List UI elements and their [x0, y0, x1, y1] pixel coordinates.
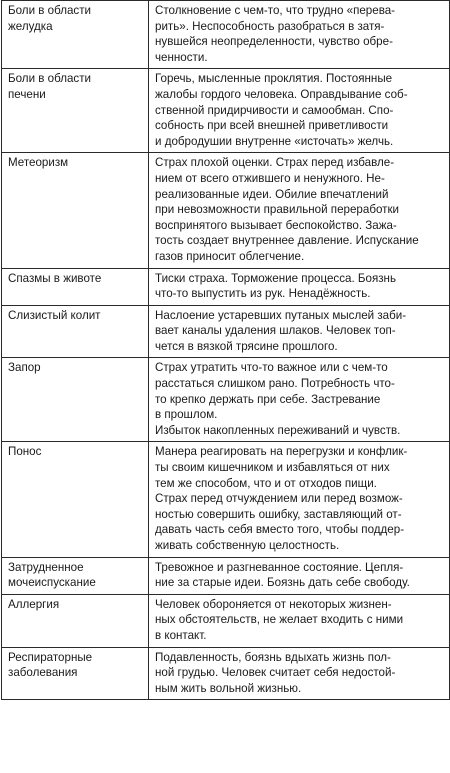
- description-cell: [149, 358, 450, 442]
- description-line: Избыток накопленных переживаний и чувств.: [155, 423, 401, 437]
- table-row: [2, 268, 450, 305]
- description-cell: [149, 594, 450, 647]
- condition-line: печени: [8, 87, 46, 101]
- description-line: давать часть себя вместо того, чтобы поддер-: [155, 523, 405, 537]
- description-line: Горечь, мысленные проклятия. Постоянные: [155, 72, 393, 86]
- condition-cell: [2, 1, 149, 69]
- condition-line: Респираторные: [8, 650, 93, 664]
- table-row: [2, 153, 450, 268]
- condition-cell: [2, 647, 149, 700]
- description-line: Страх утратить что-то важное или с чем-то: [155, 361, 388, 375]
- description-line: реализованные идеи. Обилие впечатлений: [155, 187, 389, 201]
- condition-line: Затрудненное: [8, 560, 84, 574]
- condition-cell: [2, 268, 149, 305]
- description-line: Тиски страха. Торможение процесса. Боязнь: [155, 271, 396, 285]
- description-line: ты своим кишечником и избавляться от них: [155, 461, 390, 475]
- description-line: ченности.: [155, 50, 208, 64]
- description-line: нувшейся неопределенности, чувство обре-: [155, 35, 393, 49]
- table-row: [2, 358, 450, 442]
- description-line: Страх перед отчуждением или перед возмож-: [155, 492, 403, 506]
- description-line: чется в вязкой трясине прошлого.: [155, 339, 338, 353]
- condition-cell: [2, 358, 149, 442]
- description-line: Подавленность, боязнь вдыхать жизнь пол-: [155, 650, 391, 664]
- condition-cell: [2, 594, 149, 647]
- description-line: рить». Неспособность разобраться в затя-: [155, 19, 385, 33]
- description-line: Столкновение с чем-то, что трудно «перева-: [155, 4, 396, 17]
- description-line: ной грудью. Человек считает себя недостой-: [155, 666, 396, 680]
- description-line: ние за старые идеи. Боязнь дать себе свободу.: [155, 576, 410, 590]
- description-line: живать собственную целостность.: [155, 539, 340, 552]
- symptoms-table: [1, 0, 450, 700]
- condition-line: Спазмы в животе: [8, 271, 102, 285]
- description-line: газов приносит облегчение.: [155, 249, 305, 263]
- table-row: [2, 69, 450, 153]
- condition-line: Метеоризм: [8, 156, 69, 170]
- table-body: [2, 1, 450, 700]
- description-line: в прошлом.: [155, 408, 218, 422]
- description-line: расстаться слишком рано. Потребность что-: [155, 377, 395, 391]
- description-line: Тревожное и разгневанное состояние. Цепля-: [155, 560, 404, 574]
- description-cell: [149, 647, 450, 700]
- table-row: [2, 305, 450, 358]
- description-cell: [149, 1, 450, 69]
- description-line: Наслоение устаревших путаных мыслей заби-: [155, 308, 407, 322]
- description-line: ственной придирчивости и самообман. Спо-: [155, 103, 394, 117]
- table-row: [2, 1, 450, 69]
- description-line: воспринятого вызывает беспокойство. Зажа-: [155, 218, 397, 232]
- condition-line: Боли в области: [8, 4, 92, 17]
- table-row: [2, 647, 450, 700]
- description-cell: [149, 442, 450, 557]
- description-line: Человек обороняется от некоторых жизнен-: [155, 597, 392, 611]
- table-row: [2, 557, 450, 594]
- description-cell: [149, 268, 450, 305]
- description-line: ных обстоятельств, не желает входить с ними: [155, 613, 404, 627]
- description-cell: [149, 557, 450, 594]
- description-line: и добродушии внутренне «источать» желчь.: [155, 134, 394, 148]
- description-line: тем же способом, что и от отходов пищи.: [155, 476, 377, 490]
- description-line: нием от всего отжившего и ненужного. Не-: [155, 171, 385, 185]
- description-line: жалобы гордого человека. Оправдывание соб-: [155, 87, 408, 101]
- condition-cell: [2, 305, 149, 358]
- description-line: тость создает внутреннее давление. Испускание: [155, 234, 419, 248]
- condition-cell: [2, 69, 149, 153]
- condition-cell: [2, 442, 149, 557]
- description-line: ностью совершить ошибку, заставляющий от-: [155, 507, 402, 521]
- condition-line: Аллергия: [8, 597, 60, 611]
- table-row: [2, 442, 450, 557]
- description-line: Страх плохой оценки. Страх перед избавле-: [155, 156, 395, 170]
- condition-cell: [2, 557, 149, 594]
- condition-line: Слизистый колит: [8, 308, 101, 322]
- condition-line: мочеиспускание: [8, 576, 96, 590]
- table-row: [2, 594, 450, 647]
- description-cell: [149, 305, 450, 358]
- condition-line: Запор: [8, 361, 41, 375]
- condition-line: Боли в области: [8, 72, 92, 86]
- condition-line: Понос: [8, 445, 42, 459]
- condition-line: желудка: [8, 19, 53, 33]
- document-page: [1, 0, 449, 700]
- condition-cell: [2, 153, 149, 268]
- description-line: вает каналы удаления шлаков. Человек топ-: [155, 324, 396, 338]
- description-line: что-то выпустить из рук. Ненадёжность.: [155, 287, 371, 301]
- description-line: собность при всей внешней приветливости: [155, 119, 389, 133]
- description-line: Манера реагировать на перегрузки и конфлик-: [155, 445, 408, 459]
- description-cell: [149, 153, 450, 268]
- condition-line: заболевания: [8, 666, 78, 680]
- description-line: то крепко держать при себе. Застревание: [155, 392, 381, 406]
- description-line: ным жить вольной жизнью.: [155, 681, 302, 695]
- description-cell: [149, 69, 450, 153]
- description-line: при невозможности правильной переработки: [155, 203, 400, 217]
- description-line: в контакт.: [155, 628, 207, 642]
